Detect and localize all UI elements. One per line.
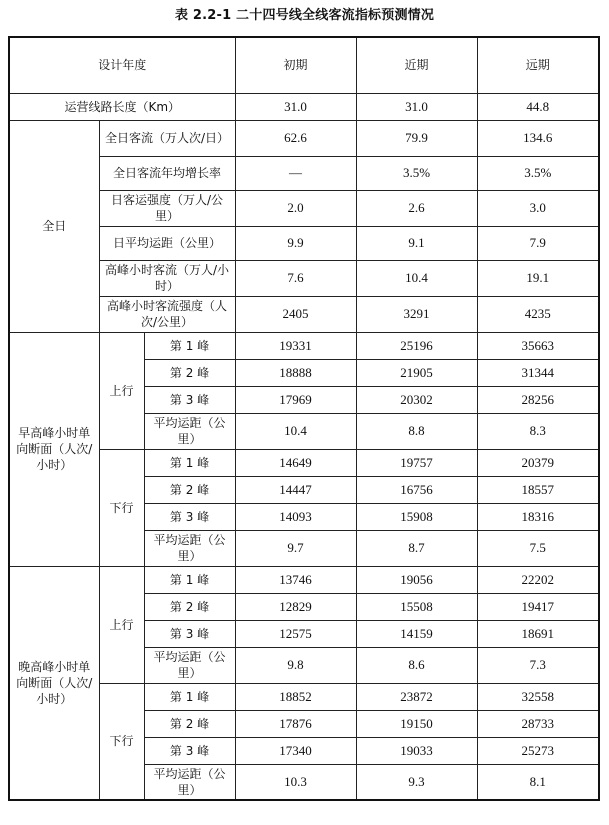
- passenger-flow-table: [8, 36, 600, 801]
- value-near: 9.3: [356, 764, 477, 800]
- value-near: 3291: [356, 296, 477, 332]
- value-near: 10.4: [356, 260, 477, 296]
- value-near: 21905: [356, 359, 477, 386]
- value-near: 15508: [356, 593, 477, 620]
- value-near: 8.6: [356, 647, 477, 683]
- value-long: 18691: [477, 620, 599, 647]
- value-near: 25196: [356, 332, 477, 359]
- value-initial: 19331: [235, 332, 356, 359]
- value-initial: 7.6: [235, 260, 356, 296]
- value-near: 20302: [356, 386, 477, 413]
- value-near: 3.5%: [356, 156, 477, 190]
- full-day-metric-label: 日平均运距（公里）: [99, 226, 235, 260]
- value-initial: 2405: [235, 296, 356, 332]
- value-long: 134.6: [477, 120, 599, 156]
- full-day-metric-label: 高峰小时客流强度（人次/公里）: [99, 296, 235, 332]
- value-long: 20379: [477, 449, 599, 476]
- value-initial: 18852: [235, 683, 356, 710]
- value-long: 7.9: [477, 226, 599, 260]
- full-day-metric-label: 日客运强度（万人/公里）: [99, 190, 235, 226]
- value-near: 14159: [356, 620, 477, 647]
- value-initial: 9.9: [235, 226, 356, 260]
- value-long: 7.5: [477, 530, 599, 566]
- evening-up-row: [9, 566, 599, 593]
- value-near: 15908: [356, 503, 477, 530]
- peak-label: 平均运距（公里）: [144, 764, 235, 800]
- value-initial: 2.0: [235, 190, 356, 226]
- peak-label: 第 1 峰: [144, 449, 235, 476]
- value-initial: 10.3: [235, 764, 356, 800]
- value-initial: 9.8: [235, 647, 356, 683]
- value-near: 23872: [356, 683, 477, 710]
- peak-label: 平均运距（公里）: [144, 530, 235, 566]
- header-near: 近期: [356, 37, 477, 93]
- value-near: 19150: [356, 710, 477, 737]
- peak-label: 第 3 峰: [144, 386, 235, 413]
- evening-down-direction-label: 下行: [99, 683, 144, 800]
- peak-label: 第 2 峰: [144, 476, 235, 503]
- full-day-metric-label: 全日客流（万人次/日）: [99, 120, 235, 156]
- value-long: 19.1: [477, 260, 599, 296]
- value-long: 28256: [477, 386, 599, 413]
- value-initial: —: [235, 156, 356, 190]
- route-length-label: 运营线路长度（Km）: [9, 93, 235, 120]
- morning-down-direction-label: 下行: [99, 449, 144, 566]
- morning-up-row: [9, 332, 599, 359]
- value-long: 32558: [477, 683, 599, 710]
- full-day-metric-label: 全日客流年均增长率: [99, 156, 235, 190]
- value-long: 31344: [477, 359, 599, 386]
- peak-label: 第 3 峰: [144, 620, 235, 647]
- peak-label: 第 1 峰: [144, 332, 235, 359]
- value-near: 2.6: [356, 190, 477, 226]
- peak-label: 第 2 峰: [144, 710, 235, 737]
- route-length-near: 31.0: [356, 93, 477, 120]
- header-long: 远期: [477, 37, 599, 93]
- peak-label: 平均运距（公里）: [144, 647, 235, 683]
- value-near: 19056: [356, 566, 477, 593]
- value-initial: 9.7: [235, 530, 356, 566]
- value-long: 7.3: [477, 647, 599, 683]
- value-initial: 62.6: [235, 120, 356, 156]
- value-long: 3.0: [477, 190, 599, 226]
- value-initial: 14649: [235, 449, 356, 476]
- full-day-group-label: 全日: [9, 120, 99, 332]
- header-initial: 初期: [235, 37, 356, 93]
- route-length-long: 44.8: [477, 93, 599, 120]
- value-long: 4235: [477, 296, 599, 332]
- value-long: 25273: [477, 737, 599, 764]
- peak-label: 第 3 峰: [144, 503, 235, 530]
- value-near: 16756: [356, 476, 477, 503]
- peak-label: 第 2 峰: [144, 359, 235, 386]
- value-initial: 17340: [235, 737, 356, 764]
- morning-up-direction-label: 上行: [99, 332, 144, 449]
- peak-label: 第 1 峰: [144, 566, 235, 593]
- header-row: [9, 37, 599, 93]
- value-near: 8.7: [356, 530, 477, 566]
- route-length-initial: 31.0: [235, 93, 356, 120]
- table-caption: 表 2.2-1 二十四号线全线客流指标预测情况: [174, 8, 435, 23]
- header-design-year: 设计年度: [9, 37, 235, 93]
- value-initial: 14447: [235, 476, 356, 503]
- value-near: 8.8: [356, 413, 477, 449]
- peak-label: 第 1 峰: [144, 683, 235, 710]
- value-long: 8.1: [477, 764, 599, 800]
- value-long: 35663: [477, 332, 599, 359]
- value-near: 79.9: [356, 120, 477, 156]
- full-day-row: [9, 120, 599, 156]
- peak-label: 平均运距（公里）: [144, 413, 235, 449]
- evening-group-label: 晚高峰小时单向断面（人次/小时）: [9, 566, 99, 800]
- value-long: 22202: [477, 566, 599, 593]
- value-initial: 14093: [235, 503, 356, 530]
- value-long: 19417: [477, 593, 599, 620]
- evening-up-direction-label: 上行: [99, 566, 144, 683]
- value-long: 28733: [477, 710, 599, 737]
- value-initial: 10.4: [235, 413, 356, 449]
- value-initial: 12575: [235, 620, 356, 647]
- value-long: 3.5%: [477, 156, 599, 190]
- full-day-metric-label: 高峰小时客流（万人/小时）: [99, 260, 235, 296]
- value-long: 18316: [477, 503, 599, 530]
- value-initial: 18888: [235, 359, 356, 386]
- route-length-row: [9, 93, 599, 120]
- morning-group-label: 早高峰小时单向断面（人次/小时）: [9, 332, 99, 566]
- value-initial: 13746: [235, 566, 356, 593]
- value-long: 8.3: [477, 413, 599, 449]
- value-near: 19757: [356, 449, 477, 476]
- value-near: 19033: [356, 737, 477, 764]
- value-long: 18557: [477, 476, 599, 503]
- peak-label: 第 2 峰: [144, 593, 235, 620]
- value-initial: 17969: [235, 386, 356, 413]
- value-initial: 17876: [235, 710, 356, 737]
- peak-label: 第 3 峰: [144, 737, 235, 764]
- value-initial: 12829: [235, 593, 356, 620]
- value-near: 9.1: [356, 226, 477, 260]
